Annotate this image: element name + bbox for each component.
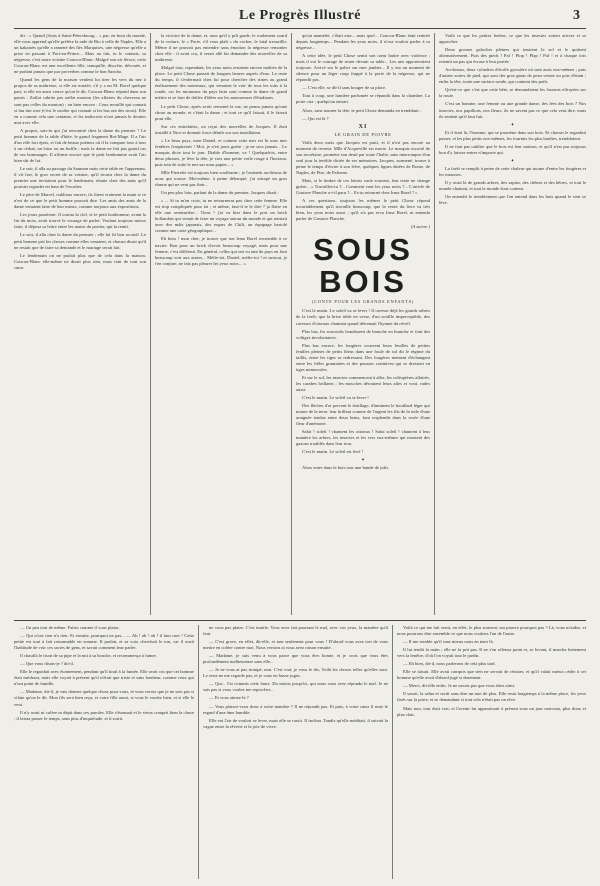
- paragraph: la victoire de la dame, et, sans qu'il y prît garde, le roulement sourd de la voiture, le « Porte, s'il vous plaît » du cocher, le fatal tressaillir. Même il ne pouvait pas entendre sans émotion la négresse remonter chez elle : il avait cru, il serait allé lui demander des nouvelles de sa maîtresse.: [155, 33, 287, 63]
- page-number: 3: [573, 8, 580, 23]
- paragraph: Il y avait là de grands arbres, des sapins, des chênes et des hêtres, et tout le monde chantait, et tout le monde était content.: [439, 179, 586, 192]
- paragraph: Il chauffa le tison de sa pipe et la mit à sa bouche, et recommença à fumer.: [20, 653, 157, 659]
- paragraph: Malgré tout, cependant, les yeux noirs restaient encore maîtres de la place. Le petit Chose passait de longues heures auprès d'eux. Le reste du temps, il s'enfermait chez lui pour chercher des rimes au grand étalissement des moineaux, qui venaient le voir de tous les toits à la ronde, car les moineaux du pays latin sont comme la dame de grand mérite et se font de drôles d'idées sur les amoureuses d'étudiants.: [155, 65, 287, 101]
- paragraph: — Et vous aimez-le ?: [209, 695, 249, 701]
- paragraph: — Vous plaisez-vous donc à votre manière ? Il ne répondit pas. Et puis, à votre cœur il reste le regard d'une âme humble.: [203, 703, 388, 715]
- paragraph: Deux grosses galoches pleines qui tenaient le sol et le quittent alternativement. Puis des pieds ! Paf ! Plop ! Plap ! Paf ! et à chaque fois retentit un pas qui écrase à leur portée.: [439, 47, 586, 65]
- paragraph: Eh bien ! mon cher, je trouve que ton Irma Borel ressemble à ce navire. Bon pour un brick d'avoir beaucoup voyagé, mais pour une femme, c'est différent. En général, celles qui ont vu tant de pays en font beaucoup voir aux autres... Méfie-toi, Daniel, méfie-toi ! et surtout, je t'en conjure, ne fais pas pleurer les yeux noirs... »: [155, 236, 287, 266]
- paragraph: Plus bas encore, les fougères couvrent leurs feuilles de petites feuilles pleines de petits bleus dans une foule de sol dit le régime du taillis, entre les tiges se redressant. Des fougères mentent d'échangent entre les frêles graminées et des pousses craintives qui se dressent en tiges minuscules.: [296, 342, 430, 372]
- bottom-column-2: [203, 625, 388, 879]
- column-divider: [291, 33, 292, 615]
- column-divider: [150, 33, 151, 615]
- paragraph: — Qui est là ?: [302, 115, 329, 121]
- paragraph: — C'est grave, en effet, dit-elle, et non seulement pour vous ! D'abord vous avez tort de vous mettre en colère contre moi. Nous verrons si vous avez raison ensuite.: [203, 639, 388, 651]
- paragraph: Salut ! soleil ! chantent les oiseaux ! Salut soleil ! chantent à leur manière les arbres, les insectes et les vers eux-mêmes qui montent des gazons troublés dans leur trou.: [296, 429, 430, 447]
- paragraph: Des flèches d'or percent le feuillage, illuminent le bouillard léger qui monte de la terre, leur brillant comme de l'argent les fils de la toile d'une araignée tendus entre deux brins, font resplendir dans la rosée d'une fleur d'anémone.: [296, 403, 430, 427]
- paragraph: Elle eut l'air de vouloir se lever, mais elle se rassit. Il inclina. Tandis qu'elle méditait, il suivait la vague entre la rêverie et la joie de vivre.: [203, 717, 388, 729]
- feature-title: SOUS BOIS: [313, 232, 413, 300]
- paragraph: qu'un mantelet, c'était aise... mais quel... Coucou-Blanc était rentrée depuis longtemps... Pendant les yeux noirs, il n'osa vouloir parler à sa négresse...: [296, 33, 430, 51]
- paragraph: Et il était là, l'homme, qui se promène dans son bois. Et chacun le regardait passer, et les plus petits eux-mêmes, les fourmis les plus hardies, tremblaient.: [439, 129, 586, 141]
- column-4: [439, 33, 586, 615]
- paragraph: Elle le regardait avec étonnement, pendant qu'il tirait à la fumée. Elle avait cru que cet homme était méchant, mais elle voyait à présent qu'il n'était que triste et sans bonheur, comme ceux qui n'ont point de famille.: [14, 669, 194, 687]
- paragraph: A ces questions, toujours les mêmes le petit Chose répond invariablement qu'il travaille beaucoup, que la vente du livre va très bien, les yeux noirs aussi ; qu'il n'a pas revu Irma Borel, ni entendu parler de Gustave Planche.: [296, 198, 430, 222]
- paragraph: Mais non, tout était vrai, et l'avenir lui apparaissait à présent sous un jour nouveau, plus doux et plus clair.: [397, 705, 586, 717]
- paragraph: Voilà deux mois que Jacques est parti, et il n'est pas encore au moment de revenir. Mlle d'Acqueville est morte. Le marquis escorté de son secrétaire, promène son deuil par toute l'Italie, sans interrompre d'un seul jour la terrible dictée de ses mémoires. Jacques, surmené, trouve à peine le temps d'écrire à son frère, quelques lignes datées de Rome, de Naples, de Pise, de Palerme.: [296, 139, 430, 175]
- paragraph: On entendit le tremblement que l'on entend dans les bois quand le vent se lève.: [439, 194, 586, 206]
- paragraph: Un peu plus loin, parlant de la dame du premier, Jacques disait :: [161, 190, 279, 196]
- paragraph: Sur ces entrefaites, on reçut des nouvelles de Jacques. Il était installé à Nice et donnait force détails sur son installation.: [155, 123, 287, 135]
- chapter-title: LE GRAIN DE POIVRE: [334, 131, 392, 137]
- paragraph: Quand les gens de la maison veulent lui tirer les vers du nez à propos de sa maîtresse, si elle est mariée, s'il y a un M. Borel quelque part, si elle est aussi veuve qu'on le dit, Coucou-Blanc répond dans son patois : Zaffai cabrite pas zaffai mouton (les affaires du chevreau ne sont pas celles du mouton) ; on bien encore : Ceux mouillé qui connait si fau tini rose (c'est le soulier qui connait si les bas ont des trous). Elle en a comme cela une centaine, et les indiscrets n'ont jamais le dernier mot avec elle.: [14, 77, 146, 125]
- paragraph: — Il me semble qu'il vaut mieux nous en tenir là.: [403, 639, 494, 645]
- bottom-column-1: [14, 625, 194, 879]
- chapter-number: XI: [358, 123, 368, 130]
- newspaper-title: Le Progrès Illustré: [239, 8, 361, 23]
- paragraph: A cette idée, le petit Chose sentit son cœur battre avec violence ; mais il eut le courage de rester devant sa table... Les uns apporteraient toujours. Arrivé sur le palier sur mes jambes... Il y eut un moment de silence pour un léger coup frappé à la porte de la négresse, qui ne répondit pas.: [296, 53, 430, 83]
- paragraph: La forêt se remplit à peine de cette chaleur qui monte d'entre les fougères et les mousses.: [439, 165, 586, 177]
- column-divider: [198, 625, 199, 879]
- column-divider: [392, 625, 393, 879]
- paragraph: ne vous pas plaire. C'est inutile. Vous avez fait pourtant le mal, avec vos yeux, la manière qu'il faut.: [203, 625, 388, 637]
- paragraph: — Eh bien, dit-il, nous parlerons de cela plus tard.: [403, 661, 496, 667]
- paragraph: Au-dessus, deux cylindres d'étoffe grossière où sont assis eux-mêmes ; puis d'autres sortes de pied, qui sont des gros gants de peau vernie ou pots d'étain ; enfin la tête, toute une surface ronde, qui contient des poils.: [439, 67, 586, 85]
- paragraph: Mais, si le timbre de ces lettres varie souvent, leur texte ne change guère... « Travailles-tu ?... Comment vont les yeux noirs ?... L'article de Gustave Planche a-t-il paru ?... Es-tu retourné chez Irma Borel ? »: [296, 177, 430, 196]
- paragraph: « ... Si tu m'en crois, tu ne retourneras pas chez cette femme. Elle est trop compliquée pour toi ; et même, faut-il te le dire ? ja flaire en elle une aventurière... Tiens ! j'ai vu hier dans le port un brick hollandais qui venait de faire un voyage autour du monde et qui rentrait avec des mâts japonais, des espars de Chili, un équipage bariolé comme une carte géographique...: [155, 198, 287, 234]
- paragraph: — C'est elle, se dit-il sans bouger de sa place.: [302, 85, 387, 91]
- paragraph: Le soir, il alla au passage du Saumon mais cette table en l'apprenant, il vit fort, le gros secret de sa voisine, qu'il trouva chez la dame du premier une invitation pour le lendemain, réunie chez des amis qu'il pouvait regarder en haut de l'escalier.: [14, 165, 146, 190]
- paragraph: Elle se taisait. Elle avait compris que rien ne servait de résister, et qu'il valait mieux céder à cet homme qu'elle avait d'abord jugé si durement.: [397, 669, 586, 681]
- paragraph: — Que vous disais-je ? dit-il.: [20, 661, 75, 667]
- column-divider: [434, 33, 435, 615]
- column-3: [296, 33, 430, 615]
- paragraph: Les jours passèrent. Il tourna la clef, et le petit bonhomme, avant la fin du mois, avait trouvé le courage de parler. Voulant toujours mieux faire, il déposa sa lettre entre les mains du portier, qui la remit.: [14, 212, 146, 230]
- paragraph: Le lendemain on ne parlait plus que de cela dans la maison. Coucou-Blanc elle-même ne disait plus rien, mais riait de tout son cœur.: [14, 252, 146, 270]
- paragraph: Voilà ce que les petites herbes, ce que les insectes voient arriver et se approcher.: [439, 33, 586, 45]
- paragraph: Alors, sans tourner la tête, le petit Chose demanda en tremblant :: [302, 107, 422, 113]
- paragraph: — Madame, je suis venu à vous parce que vous êtes bonne, et je crois que vous êtes profondément malheureuse sans elle...: [203, 653, 388, 665]
- column-1: [14, 33, 146, 615]
- paragraph: Mlle Pierrette est toujours bien souffrante ; je l'entends au-dessus de nous qui tousse. Moi-même, à peine débarqué, j'ai attrapé un gros rhume qui ne veut pas finir...: [155, 169, 287, 188]
- paragraph: A propos, sais-tu qui j'ai rencontré chez la dame du premier ? Le petit homme de la table d'hôte, le grand fragment Roi-Mage. Il a l'air d'un rôle fort épris, et fait de beaux poèmes où il la compare tour à tour à un cédrat, un lotus ou un buffle ; mais la dame ne fait pas grand cas de ses hommages. Il affirme encore que le petit bonhomme avait l'air bien sûr de lui.: [14, 127, 146, 163]
- paragraph: — Qui... J'ai commis cette faute. Du moins jusqu'ici, qui nous vous avez répondu le mal. Je ne sais pas si vous voulez me reprocher...: [203, 681, 388, 693]
- paragraph: — Madame, dit-il, je vais donner quelque chose pour vous, et vous verrez que je ne suis pas si vilain qu'on le dit. Mon fils sera bien reçu, et votre fille aussi, si vous le voulez bien, et si elle le veut.: [14, 689, 194, 707]
- bottom-column-3: [397, 625, 586, 879]
- paragraph: dit : « Quand j'étais à Saint-Pétersbourg... » par, en bout du monde, elle vous apprend qu'elle préfère la rade de Rio à celle de Naples. Elle a un kakatoès qu'elle a ramené des îles Marquises, une négresse qu'elle a prise en passant à Port-au-Prince... Mais au fait, tu le connais, sa négresse, c'est notre voisine Coucou-Blanc. Malgré son air féroce, cette Coucou-Blanc est une excellente fille, tranquille, discrète, dévouée, et ne parlant jamais que par proverbes comme le bon Sancho.: [14, 33, 146, 75]
- paragraph: Il n'y avait ni colère ni dépit dans ces paroles. Elle s'étonnait et le vieux comprit bien la chose ; il laissa passer le temps, sans plus d'inquiétude, et il sortit.: [14, 709, 194, 721]
- paragraph: Il lui tendit la main ; elle ne la prit pas. Il ne s'en offensa point et, se levant, il marcha lentement vers la fenêtre, d'où l'on voyait tout le jardin.: [397, 647, 586, 659]
- paragraph: « Le beau pays, mon Daniel, et comme cette mer est là sous mes fenêtres t'inspirerait ! Moi, je n'en jouis guère ; je ne sors jamais... Le marquis dicte tout le jour. Diable d'homme, va ! Quelquefois, entre deux phrases, je lève la tête, je vois une petite voile rouge à l'horizon, puis tout de suite le nez sur mon papier... »: [155, 137, 287, 167]
- masthead: [14, 8, 586, 30]
- paragraph: Il sourit, la salua et sortit sans dire un mot de plus. Elle resta longtemps à la même place, les yeux fixés sur la porte, et se demandant si tout cela n'était pas un rêve.: [397, 691, 586, 703]
- paragraph: — Un peu tout de même. Faites comme il vous plaira.: [20, 625, 120, 630]
- paragraph: — Merci, dit-elle enfin. Je ne savais pas que vous étiez ainsi.: [403, 683, 516, 689]
- header-rule: [14, 28, 586, 29]
- column-2: [155, 33, 287, 615]
- paragraph: Le père de Marcel, oublieux encore, ils firent vraiment la main si ce n'est de ce que le petit homme pouvait dire. Les amis des amis de la dame venaient faire de leur mieux, comme toujours aux expositions.: [14, 192, 146, 210]
- ornament-icon: ✦: [361, 457, 365, 463]
- paragraph: Le soir, il alla chez la dame du premier ; elle lui fit bon accueil. Le petit homme prit les choses comme elles venaient, et chacun disait qu'il ne restait que de faire sa demande et le mariage serait fait.: [14, 232, 146, 250]
- ornament-icon: ✦: [510, 121, 515, 127]
- paragraph: C'est le matin. Le soleil va se lever !: [302, 395, 369, 401]
- ornament-icon: ✦: [510, 157, 515, 163]
- paragraph: Le petit Chose, après avoir remonté la rue, ne pensa jamais qu'une chose au monde, et c'était la dame ; et tout ce qu'il faisait, il le faisait pour elle.: [155, 103, 287, 121]
- feature-subtitle: (CONTE POUR LES GRANDS ENFANTS): [311, 299, 415, 305]
- section-rule: [14, 620, 586, 621]
- paragraph: C'est le matin. Le soleil est levé !: [302, 449, 364, 455]
- paragraph: C'est un homme, une femme ou une grande dame, des fées des bois ? Nos insectes, nos papillons, nos fleurs, ils ne savent pas ce que cela veut dire, mais ils sentent qu'il faut fuir.: [439, 101, 586, 119]
- paragraph: — Qui n'ose rien n'a rien. Et ensuite, pourquoi ne pas... — Ah ! ah ! ah ! il faut oser ! Cette petite est tout à fait raisonnable en somme. Il parlait, et sa voix cherchait le ton, car il avait l'habitude de voir ces sortes de gens, et savait comment leur parler.: [14, 633, 194, 651]
- paragraph: Et sur le sol, les insectes commencent à aller, les coléoptères affairés, les carabes brillants ; les mouches déroutent leurs ailes et vont, rudes aussi.: [296, 374, 430, 392]
- paragraph: Qu'est-ce que c'est que cette bête, se demandaient les fourmis effrayées sur la route.: [439, 87, 586, 99]
- paragraph: Plus bas, les roucoulis bondissent de branche en branche et font des voltiges involontaires.: [296, 328, 430, 340]
- paragraph: — Je ne vous ai pas trompé, non. C'est vrai, je vous le dis, Voilà les choses telles qu'elles sont. Le reste ne me regarde pas, et je vous en laisse juges.: [203, 667, 388, 679]
- paragraph: Alors entre dans le bois tout une bande de jolis.: [302, 465, 390, 471]
- paragraph: Il ne faut pas oublier que le bois est leur maison, et qu'il n'est pas toujours bon d'y laisser entrer n'importe qui.: [439, 143, 586, 155]
- paragraph: Voilà ce qui me fait venir, en effet, le plus souvent, ma pauvre pourquoi pas ? Là, vous m'aidez, et nous pourrons dire ensemble ce que nous voulons l'un de l'autre.: [397, 625, 586, 637]
- paragraph: Tout à coup, une lumière parfumée se répandit dans la chambre. La porte cria ; quelqu'un entrait.: [296, 93, 430, 105]
- paragraph: C'est le matin. Le soleil va se lever ! Il caresse déjà les grands arbres de la forêt, que la brise tiède en verse, d'un souffle imperceptible, des caresses d'oiseaux chantant quand détonnait l'hymne du réveil.: [296, 308, 430, 326]
- to-be-continued: (A suivre.): [410, 224, 430, 230]
